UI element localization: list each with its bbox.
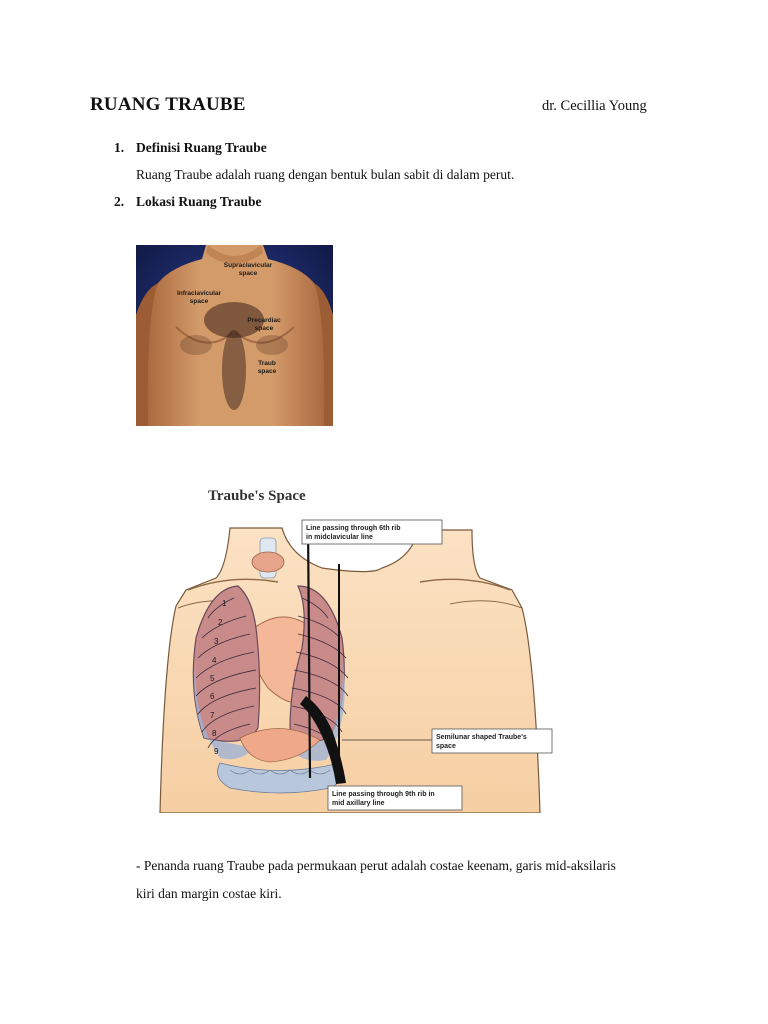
label-supraclavicular-line2: space (238, 270, 258, 277)
rib-number: 1 (222, 599, 227, 608)
rib-number: 8 (212, 729, 217, 738)
section-number: 1. (114, 140, 125, 155)
author-name: dr. Cecillia Young (542, 98, 647, 114)
document-title: RUANG TRAUBE (90, 94, 246, 115)
label-precardiac-line1: Precardiac (247, 317, 281, 324)
label-traub-line1: Traub (258, 360, 276, 367)
callout-9th-rib-line1: Line passing through 9th rib in (332, 791, 435, 798)
diagram-title: Traube's Space (208, 488, 306, 504)
section-heading-text: Definisi Ruang Traube (136, 140, 267, 155)
label-supraclavicular-line1: Supraclavicular (223, 262, 273, 269)
rib-number: 3 (214, 637, 219, 646)
label-traub-line2: space (257, 368, 277, 375)
section-heading-text: Lokasi Ruang Traube (136, 194, 262, 209)
rib-number: 6 (210, 692, 215, 701)
callout-6th-rib-line1: Line passing through 6th rib (306, 525, 401, 532)
label-precardiac-line2: space (254, 325, 274, 332)
traube-space-diagram (150, 478, 560, 813)
callout-6th-rib-line2: in midclavicular line (306, 534, 373, 541)
rib-number: 9 (214, 747, 219, 756)
definition-text: Ruang Traube adalah ruang dengan bentuk bulan sabit di dalam perut. (136, 167, 515, 182)
callout-semilunar-line2: space (436, 743, 456, 750)
chest-photo (136, 245, 333, 426)
label-infraclavicular-line1: Infraclavicular (176, 290, 222, 297)
section-number: 2. (114, 194, 125, 209)
rib-number: 2 (218, 618, 223, 627)
rib-number: 7 (210, 711, 215, 720)
landmark-note: - Penanda ruang Traube pada permukaan perut adalah costae keenam, garis mid-aksilaris kiri dan margin costae kiri. (136, 858, 616, 901)
callout-9th-rib-line2: mid axillary line (332, 800, 385, 807)
callout-semilunar-line1: Semilunar shaped Traube's (436, 734, 527, 741)
rib-number: 4 (212, 656, 217, 665)
label-infraclavicular-line2: space (189, 298, 209, 305)
rib-number: 5 (210, 674, 215, 683)
